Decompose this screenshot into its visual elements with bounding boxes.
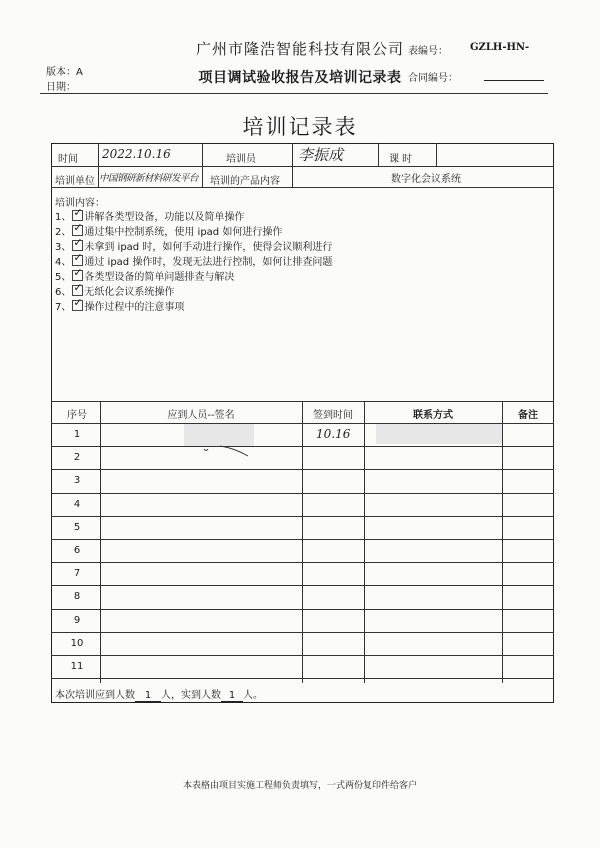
table-row-number: 11 — [70, 661, 84, 672]
header-number: 序号 — [67, 410, 87, 421]
hours-label: 课 时 — [389, 154, 413, 165]
actual-count: 1 — [221, 690, 243, 702]
training-item-number: 6、 — [55, 287, 72, 298]
checkbox-icon — [72, 300, 83, 311]
training-item-text: 通过集中控制系统，使用 ipad 如何进行操作 — [84, 227, 283, 238]
checkbox-icon — [72, 270, 83, 281]
checkbox-icon — [72, 225, 83, 236]
form-number-value: GZLH-HN- — [470, 42, 530, 53]
col-divider — [436, 143, 437, 166]
redacted-signature — [184, 424, 254, 446]
version-label: 版本：A — [46, 67, 83, 78]
col-divider — [292, 143, 293, 187]
col-divider — [364, 401, 365, 683]
table-row-number: 9 — [73, 615, 81, 626]
page-title: 培训记录表 — [242, 115, 358, 139]
training-item-number: 5、 — [55, 272, 72, 283]
training-item-text: 通过 ipad 操作时，发现无法进行控制，如何让排查问题 — [84, 257, 333, 268]
time-value: 2022.10.16 — [102, 147, 171, 161]
training-content-label: 培训内容： — [55, 198, 105, 209]
contract-number-label: 合同编号： — [408, 73, 458, 84]
training-item-number: 2、 — [55, 227, 72, 238]
checkbox-icon — [72, 285, 83, 296]
checkbox-icon — [72, 240, 83, 251]
unit-value: 中国钢研新材料研发平台 — [99, 173, 199, 184]
table-row-number: 8 — [73, 591, 81, 602]
training-item-text: 讲解各类型设备，功能以及简单操作 — [84, 212, 245, 223]
redacted-contact — [376, 424, 502, 444]
trainer-label: 培训员 — [226, 154, 256, 165]
header-remark: 备注 — [518, 410, 538, 421]
product-value: 数字化会议系统 — [391, 174, 461, 185]
company-name: 广州市隆浩智能科技有限公司 — [195, 40, 404, 58]
trainer-signature: 李振成 — [298, 146, 344, 164]
row-divider — [51, 166, 554, 167]
table-row-number: 1 — [73, 429, 81, 440]
table-row-number: 5 — [73, 522, 81, 533]
col-divider — [378, 143, 379, 166]
table-row-number: 2 — [73, 452, 81, 463]
training-item-text: 各类型设备的简单问题排查与解决 — [84, 272, 235, 283]
training-item-number: 1、 — [55, 212, 72, 223]
time-label: 时间 — [58, 154, 78, 165]
form-number-label: 表编号： — [408, 46, 448, 57]
table-row-number: 7 — [73, 568, 81, 579]
table-row-number: 6 — [73, 545, 81, 556]
training-item-number: 7、 — [55, 302, 72, 313]
training-item-text: 操作过程中的注意事项 — [84, 302, 185, 313]
date-label: 日期： — [46, 82, 76, 93]
header-signin-time: 签到时间 — [313, 410, 353, 421]
col-divider — [302, 401, 303, 683]
summary-suffix: 人。 — [243, 690, 263, 701]
signature-stroke — [200, 444, 260, 458]
training-item — [55, 238, 332, 253]
training-item — [55, 298, 184, 313]
summary-middle: 人，实到人数 — [161, 690, 221, 701]
summary-prefix: 本次培训应到人数 — [55, 690, 135, 701]
header-signature: 应到人员--签名 — [167, 410, 235, 421]
row-divider — [51, 187, 554, 188]
product-label: 培训的产品内容 — [210, 176, 280, 187]
contract-number-line — [484, 80, 544, 81]
training-item-text: 未拿到 ipad 时，如何手动进行操作，使得会议顺利进行 — [84, 242, 333, 253]
expected-count: 1 — [135, 690, 161, 702]
unit-label: 培训单位 — [55, 176, 95, 187]
col-divider — [502, 401, 503, 683]
training-item-number: 4、 — [55, 257, 72, 268]
header-divider — [40, 93, 548, 94]
training-item-text: 无纸化会议系统操作 — [84, 287, 175, 298]
training-item-number: 3、 — [55, 242, 72, 253]
col-divider — [100, 401, 101, 683]
checkbox-icon — [72, 210, 83, 221]
col-divider — [202, 143, 203, 187]
table-row-number: 10 — [70, 638, 84, 649]
checkbox-icon — [72, 255, 83, 266]
table-row-number: 4 — [73, 499, 81, 510]
attendance-summary — [55, 686, 263, 702]
signin-time-value: 10.16 — [316, 427, 351, 441]
table-row-number: 3 — [73, 475, 81, 486]
report-title: 项目调试验收报告及培训记录表 — [198, 70, 402, 86]
training-item — [55, 223, 282, 238]
footnote: 本表格由项目实施工程师负责填写，一式两份复印件给客户 — [182, 781, 417, 791]
header-contact: 联系方式 — [413, 410, 453, 421]
training-item — [55, 253, 332, 268]
training-item — [55, 208, 244, 223]
